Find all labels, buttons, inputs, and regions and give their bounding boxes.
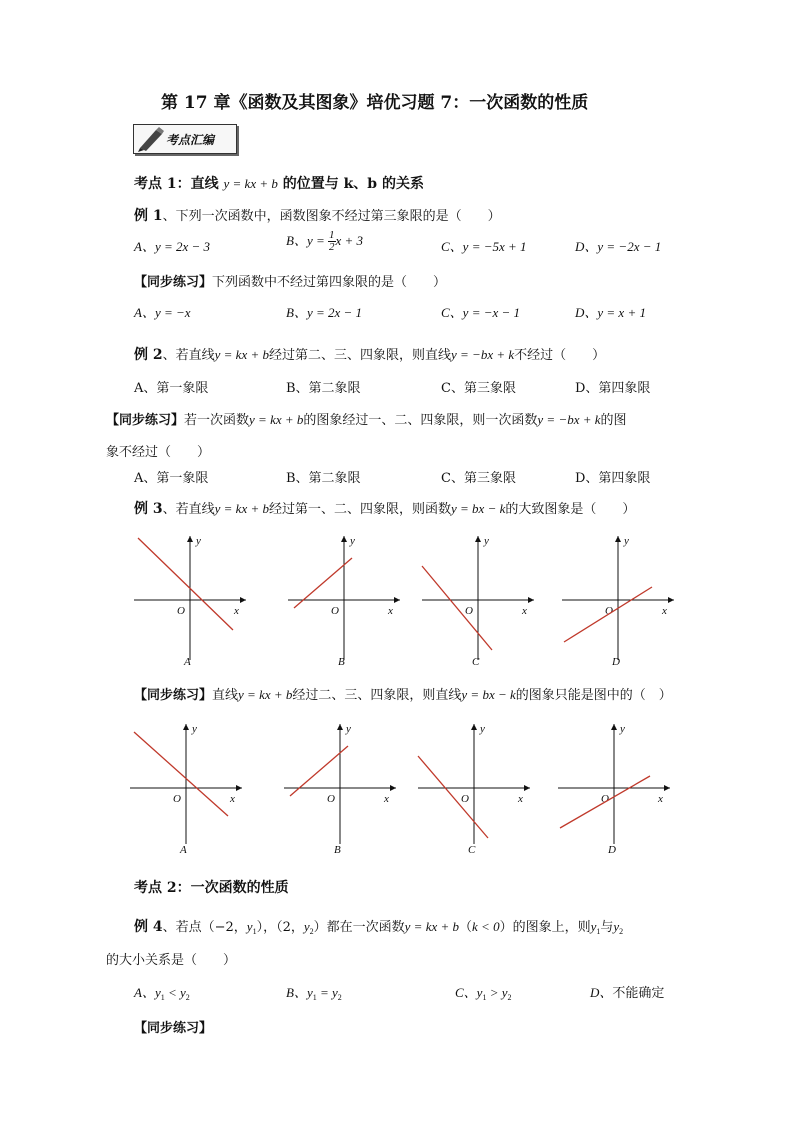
ex1-option-a: A、y = 2x − 3 <box>134 239 211 254</box>
origin-label: O <box>601 793 609 805</box>
ex1-option-b: B、y = $\frac{1}{2}$ x + 3 <box>286 229 364 253</box>
ex1-option-d: D、y = −2x − 1 <box>575 239 662 254</box>
graph-label: B <box>338 656 345 668</box>
graph-line <box>564 587 652 642</box>
origin-label: O <box>461 793 469 805</box>
y-label: y <box>624 535 629 547</box>
y-label: y <box>346 723 351 735</box>
y-label: y <box>350 535 355 547</box>
ex4-option-c: C、$y_1 > y_2$ <box>455 985 512 1002</box>
kp1-suffix: 的位置与 k、b 的关系 <box>282 176 424 192</box>
ex3-graph-a <box>134 535 246 668</box>
ex2-option-a: A、第一象限 <box>134 381 209 396</box>
y-label: y <box>196 535 201 547</box>
badge-label: 考点汇编 <box>166 133 215 147</box>
p1-option-d: D、y = x + 1 <box>575 305 646 320</box>
ex3-graph-b <box>288 535 400 668</box>
graph-label: C <box>472 656 480 668</box>
ex1-stem <box>134 205 501 225</box>
y-label: y <box>620 723 625 735</box>
graph-line <box>418 756 488 838</box>
p1-option-b: B、y = 2x − 1 <box>286 305 363 320</box>
pen-icon <box>136 126 166 152</box>
p3-graph-c <box>418 723 530 856</box>
p3-graph-a <box>130 723 242 856</box>
ex2-option-b: B、第二象限 <box>286 381 361 396</box>
x-label: x <box>518 793 523 805</box>
fraction: $\frac{1}{2}$ <box>329 229 335 253</box>
x-label: x <box>388 605 393 617</box>
ex1-option-c: C、y = −5x + 1 <box>441 239 527 254</box>
ex4-option-a: A、$y_1 < y_2$ <box>134 985 190 1002</box>
graph-line <box>134 732 228 816</box>
origin-label: O <box>177 605 185 617</box>
graph-line <box>422 566 492 650</box>
ex4-stem-line2: 的大小关系是（ ） <box>106 953 237 968</box>
p3-graphs <box>124 720 684 860</box>
p1-option-c: C、y = −x − 1 <box>441 305 521 320</box>
p2-stem-line2: 象不经过（ ） <box>106 445 211 460</box>
y-label: y <box>192 723 197 735</box>
origin-label: O <box>605 605 613 617</box>
p2-stem-line1: 【同步练习】若一次函数y = kx + b的图象经过一、二、四象限，则一次函数y = −bx + k的图 <box>106 412 627 428</box>
kp1-heading <box>134 173 424 193</box>
ex3-graph-c <box>422 535 534 668</box>
kp1-prefix: 考点 1：直线 <box>134 176 219 192</box>
ex4-option-b: B、$y_1 = y_2$ <box>286 985 342 1002</box>
ex3-stem: 例 3、若直线y = kx + b经过第一、二、四象限，则函数y = bx − k的大致图象是（ ） <box>134 501 636 517</box>
graph-label: A <box>180 844 187 856</box>
x-label: x <box>230 793 235 805</box>
p2-option-b: B、第二象限 <box>286 471 361 486</box>
p2-option-c: C、第三象限 <box>441 471 516 486</box>
graph-label: B <box>334 844 341 856</box>
ex2-option-d: D、第四象限 <box>575 381 651 396</box>
x-label: x <box>234 605 239 617</box>
origin-label: O <box>331 605 339 617</box>
graph-label: A <box>184 656 191 668</box>
ex4-stem-line1: 例 4、若点（−2，$y_1$），（2，$y_2$）都在一次函数y = kx + b（k < 0）的图象上，则$y_1$与$y_2$ <box>134 919 624 936</box>
graph-label: C <box>468 844 476 856</box>
section-badge <box>133 124 237 154</box>
x-label: x <box>658 793 663 805</box>
y-label: y <box>480 723 485 735</box>
page-title: 第 17 章《函数及其图象》培优习题 7：一次函数的性质 <box>161 93 589 113</box>
ex4-option-d: D、不能确定 <box>590 985 665 1001</box>
x-label: x <box>384 793 389 805</box>
p3-graph-d <box>558 723 670 856</box>
p1-tag: 【同步练习】 <box>134 275 213 290</box>
kp1-formula: y = kx + b <box>223 176 278 191</box>
p1-option-a: A、y = −x <box>134 305 191 320</box>
origin-label: O <box>327 793 335 805</box>
kp2-heading: 考点 2：一次函数的性质 <box>134 880 289 896</box>
ex2-option-c: C、第三象限 <box>441 381 516 396</box>
x-label: x <box>522 605 527 617</box>
ex3-graph-d <box>562 535 674 668</box>
ex2-stem: 例 2、若直线y = kx + b经过第二、三、四象限，则直线y = −bx + k不经过（ ） <box>134 347 606 363</box>
graph-label: D <box>612 656 620 668</box>
y-label: y <box>484 535 489 547</box>
x-label: x <box>662 605 667 617</box>
p1-stem: 【同步练习】下列函数中不经过第四象限的是（ ） <box>134 275 447 290</box>
p4-tag: 【同步练习】 <box>134 1021 213 1036</box>
p3-stem: 【同步练习】直线y = kx + b经过二、三、四象限，则直线y = bx − k的图象只能是图中的（ ） <box>134 687 672 703</box>
graph-line <box>138 538 233 630</box>
origin-label: O <box>173 793 181 805</box>
graph-line <box>560 776 650 828</box>
p3-graph-b <box>284 723 396 856</box>
ex1-question: 、下列一次函数中，函数图象不经过第三象限的是（ ） <box>162 209 501 224</box>
ex1-label: 例 1 <box>134 208 163 224</box>
graph-label: D <box>608 844 616 856</box>
origin-label: O <box>465 605 473 617</box>
ex3-graphs <box>128 532 688 672</box>
p2-option-d: D、第四象限 <box>575 471 651 486</box>
p2-option-a: A、第一象限 <box>134 471 209 486</box>
